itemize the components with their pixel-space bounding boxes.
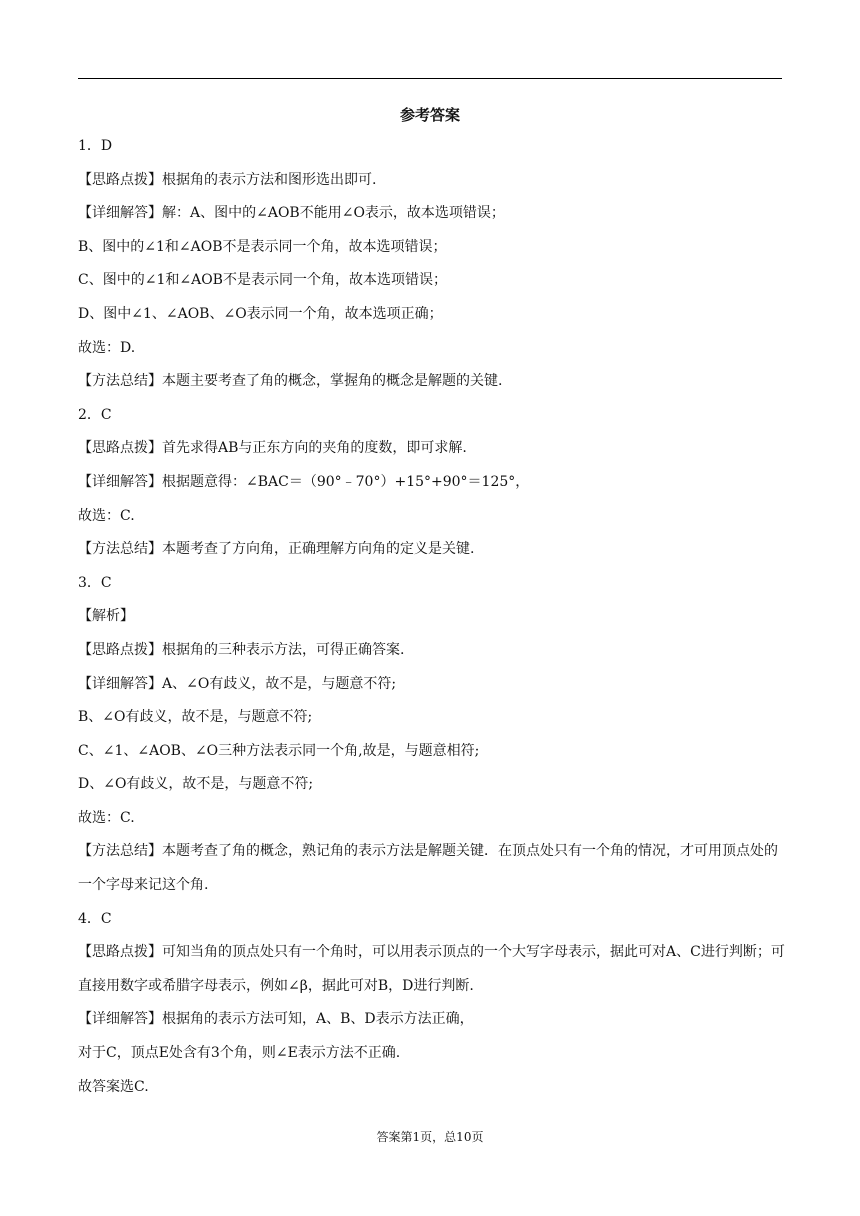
answer-2-hint: 【思路点拨】首先求得AB与正东方向的夹角的度数，即可求解. — [78, 440, 467, 457]
answer-1-option-b: B、图中的∠1和∠AOB不是表示同一个角，故本选项错误； — [78, 238, 447, 255]
answer-3-option-d: D、∠O有歧义，故不是，与题意不符; — [78, 776, 314, 793]
page-title: 参考答案 — [399, 106, 460, 124]
answer-1-heading: 1．D — [78, 138, 113, 154]
answer-1-choice: 故选：D. — [78, 339, 136, 356]
answer-2-heading: 2．C — [78, 406, 112, 423]
answer-4-heading: 4．C — [78, 910, 112, 927]
answer-1-summary: 【方法总结】本题主要考查了角的概念，掌握角的概念是解题的关键. — [78, 373, 503, 390]
answer-3-choice: 故选：C. — [78, 809, 135, 826]
page-footer: 答案第1页，总10页 — [376, 1130, 484, 1144]
answer-3-summary: 【方法总结】本题考查了角的概念，熟记角的表示方法是解题关键．在顶点处只有一个角的情况，才可用顶点处的一个字母来记这个角. — [78, 843, 778, 894]
answer-1-option-c: C、图中的∠1和∠AOB不是表示同一个角，故本选项错误； — [78, 272, 447, 289]
answer-3-option-c: C、∠1、∠AOB、∠O三种方法表示同一个角,故是，与题意相符; — [78, 742, 480, 759]
answer-3-option-b: B、∠O有歧义，故不是，与题意不符; — [78, 709, 313, 726]
answer-2-choice: 故选：C. — [78, 507, 135, 524]
answer-4-hint: 【思路点拨】可知当角的顶点处只有一个角时，可以用表示顶点的一个大写字母表示，据此可对A、C进行判断；可直接用数字或希腊字母表示，例如∠β，据此可对B，D进行判断. — [78, 944, 785, 994]
answer-4-solution: 【详细解答】根据角的表示方法可知，A、B、D表示方法正确， — [78, 1011, 474, 1028]
answer-3-hint: 【思路点拨】根据角的三种表示方法，可得正确答案. — [78, 641, 405, 658]
answer-2-summary: 【方法总结】本题考查了方向角，正确理解方向角的定义是关键. — [78, 541, 475, 558]
answer-1-hint: 【思路点拨】根据角的表示方法和图形选出即可. — [78, 171, 377, 188]
answer-3-analysis: 【解析】 — [78, 608, 134, 625]
answer-1-option-d: D、图中∠1、∠AOB、∠O表示同一个角，故本选项正确； — [78, 305, 443, 322]
answer-1-solution: 【详细解答】解：A、图中的∠AOB不能用∠O表示，故本选项错误； — [78, 205, 505, 222]
answer-3-heading: 3．C — [78, 574, 112, 591]
answer-2-solution: 【详细解答】根据题意得：∠BAC＝（90°﹣70°）+15°+90°＝125°， — [78, 473, 530, 490]
header-rule — [78, 78, 782, 79]
answer-4-choice: 故答案选C. — [78, 1078, 149, 1095]
answer-3-solution: 【详细解答】A、∠O有歧义，故不是，与题意不符; — [78, 675, 397, 692]
answer-content — [78, 130, 786, 1104]
answer-4-option-c: 对于C，顶点E处含有3个角，则∠E表示方法不正确. — [78, 1045, 401, 1062]
